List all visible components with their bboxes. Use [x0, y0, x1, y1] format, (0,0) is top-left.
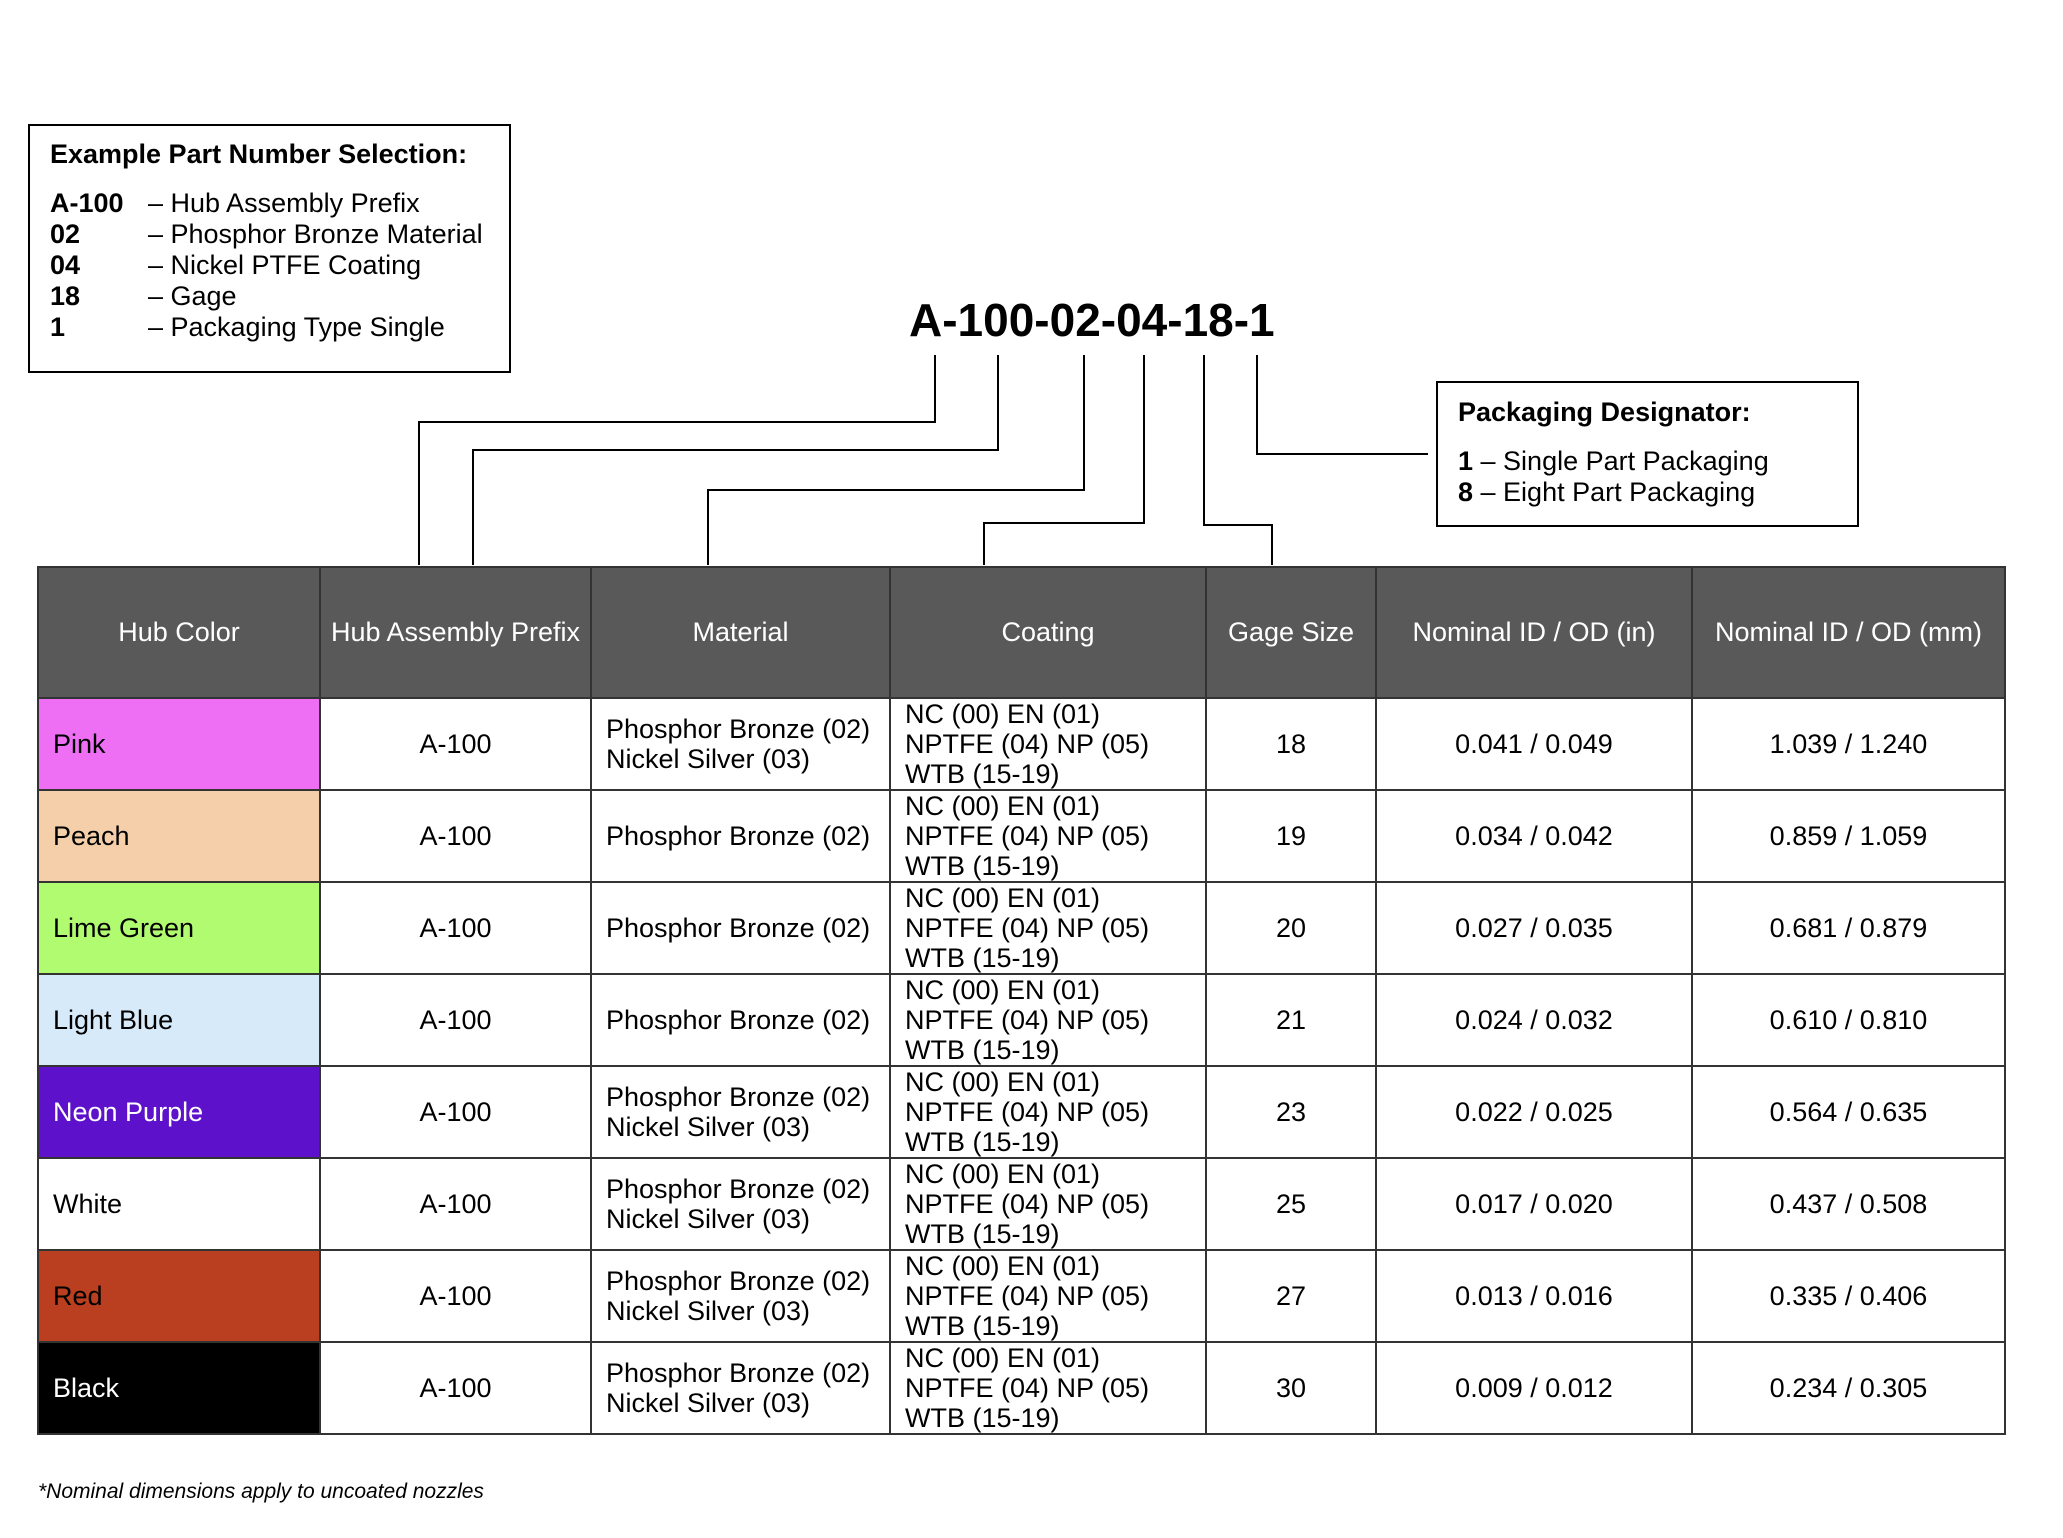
coating-line: NC (00) EN (01) [905, 791, 1101, 821]
table-row [38, 974, 2005, 1066]
header-material: Material [591, 567, 890, 698]
example-item-code: 1 [50, 312, 66, 342]
material-line: Phosphor Bronze (02) [606, 913, 871, 943]
material-line: Nickel Silver (03) [606, 744, 811, 774]
coating-line: NPTFE (04) NP (05) [905, 1097, 1150, 1127]
table-row [38, 1250, 2005, 1342]
nominal-in-cell: 0.013 / 0.016 [1376, 1250, 1692, 1342]
example-list [50, 188, 509, 343]
connector-prefix-b [473, 355, 998, 565]
gage-size-cell: 18 [1206, 698, 1376, 790]
hub-color-cell: Pink [38, 698, 320, 790]
packaging-list [1458, 446, 1857, 508]
hub-color-cell: Red [38, 1250, 320, 1342]
table-row [38, 1158, 2005, 1250]
packaging-item [1458, 446, 1857, 477]
header-nominal-mm: Nominal ID / OD (mm) [1692, 567, 2005, 698]
gage-size-cell: 19 [1206, 790, 1376, 882]
header-nominal-in: Nominal ID / OD (in) [1376, 567, 1692, 698]
coating-line: WTB (15-19) [905, 1127, 1060, 1157]
coating-line: WTB (15-19) [905, 851, 1060, 881]
connector-prefix-a [419, 355, 935, 565]
hub-prefix-cell: A-100 [320, 1066, 591, 1158]
part-number: A-100-02-04-18-1 [909, 294, 1275, 346]
coating-line: NC (00) EN (01) [905, 1159, 1101, 1189]
coating-line: NC (00) EN (01) [905, 975, 1101, 1005]
material-line: Phosphor Bronze (02) [606, 821, 871, 851]
example-item-desc: – Phosphor Bronze Material [148, 219, 483, 249]
connector-packaging [1257, 355, 1428, 454]
nominal-in-cell: 0.041 / 0.049 [1376, 698, 1692, 790]
example-item-desc: – Packaging Type Single [148, 312, 445, 342]
nominal-in-cell: 0.022 / 0.025 [1376, 1066, 1692, 1158]
material-line: Phosphor Bronze (02) [606, 1358, 871, 1388]
header-coating: Coating [890, 567, 1206, 698]
gage-size-cell: 21 [1206, 974, 1376, 1066]
hub-color-cell: Lime Green [38, 882, 320, 974]
nominal-mm-cell: 0.859 / 1.059 [1692, 790, 2005, 882]
hub-prefix-cell: A-100 [320, 974, 591, 1066]
material-line: Phosphor Bronze (02) [606, 1005, 871, 1035]
material-line: Nickel Silver (03) [606, 1296, 811, 1326]
example-item-code: A-100 [50, 188, 124, 218]
example-item [50, 188, 509, 219]
gage-size-cell: 25 [1206, 1158, 1376, 1250]
nominal-in-cell: 0.017 / 0.020 [1376, 1158, 1692, 1250]
coating-line: NC (00) EN (01) [905, 883, 1101, 913]
material-cell [591, 1066, 890, 1158]
gage-size-cell: 27 [1206, 1250, 1376, 1342]
material-cell [591, 790, 890, 882]
coating-line: NPTFE (04) NP (05) [905, 1005, 1150, 1035]
coating-line: WTB (15-19) [905, 1035, 1060, 1065]
packaging-designator-box [1436, 381, 1859, 527]
nominal-in-cell: 0.024 / 0.032 [1376, 974, 1692, 1066]
coating-line: NPTFE (04) NP (05) [905, 913, 1150, 943]
coating-line: NPTFE (04) NP (05) [905, 729, 1150, 759]
nominal-mm-cell: 0.564 / 0.635 [1692, 1066, 2005, 1158]
example-item-desc: – Nickel PTFE Coating [148, 250, 422, 280]
table-row [38, 1066, 2005, 1158]
coating-cell [890, 1250, 1206, 1342]
nominal-mm-cell: 0.234 / 0.305 [1692, 1342, 2005, 1434]
packaging-item-code: 1 [1458, 446, 1474, 476]
material-line: Phosphor Bronze (02) [606, 1082, 871, 1112]
material-cell [591, 974, 890, 1066]
coating-cell [890, 1066, 1206, 1158]
coating-line: NPTFE (04) NP (05) [905, 1189, 1150, 1219]
gage-size-cell: 20 [1206, 882, 1376, 974]
packaging-item-desc: – Eight Part Packaging [1473, 477, 1756, 507]
connector-material [708, 355, 1084, 565]
coating-cell [890, 1342, 1206, 1434]
coating-cell [890, 790, 1206, 882]
coating-line: NC (00) EN (01) [905, 1067, 1101, 1097]
coating-line: WTB (15-19) [905, 1219, 1060, 1249]
coating-cell [890, 1158, 1206, 1250]
coating-line: NPTFE (04) NP (05) [905, 1281, 1150, 1311]
coating-cell [890, 698, 1206, 790]
example-item [50, 219, 509, 250]
packaging-item-code: 8 [1458, 477, 1474, 507]
header-gage-size: Gage Size [1206, 567, 1376, 698]
hub-prefix-cell: A-100 [320, 698, 591, 790]
hub-prefix-cell: A-100 [320, 1158, 591, 1250]
material-line: Nickel Silver (03) [606, 1112, 811, 1142]
coating-line: WTB (15-19) [905, 1311, 1060, 1341]
hub-color-cell: Neon Purple [38, 1066, 320, 1158]
nominal-mm-cell: 0.335 / 0.406 [1692, 1250, 2005, 1342]
hub-prefix-cell: A-100 [320, 1250, 591, 1342]
packaging-item [1458, 477, 1857, 508]
example-item-desc: – Gage [148, 281, 237, 311]
nominal-in-cell: 0.009 / 0.012 [1376, 1342, 1692, 1434]
material-cell [591, 1342, 890, 1434]
coating-line: WTB (15-19) [905, 943, 1060, 973]
example-item-code: 02 [50, 219, 81, 249]
material-line: Phosphor Bronze (02) [606, 714, 871, 744]
table-header-row [38, 567, 2005, 698]
material-cell [591, 698, 890, 790]
hub-prefix-cell: A-100 [320, 882, 591, 974]
material-line: Phosphor Bronze (02) [606, 1266, 871, 1296]
coating-cell [890, 882, 1206, 974]
nominal-mm-cell: 0.681 / 0.879 [1692, 882, 2005, 974]
table-row [38, 882, 2005, 974]
coating-cell [890, 974, 1206, 1066]
hub-color-cell: Peach [38, 790, 320, 882]
gage-size-cell: 23 [1206, 1066, 1376, 1158]
example-item [50, 250, 509, 281]
table-row [38, 698, 2005, 790]
material-cell [591, 1250, 890, 1342]
table-row [38, 790, 2005, 882]
coating-line: NC (00) EN (01) [905, 699, 1101, 729]
header-hub-color: Hub Color [38, 567, 320, 698]
hub-prefix-cell: A-100 [320, 790, 591, 882]
table-body [38, 698, 2005, 1434]
coating-line: NPTFE (04) NP (05) [905, 1373, 1150, 1403]
example-item [50, 281, 509, 312]
example-item-desc: – Hub Assembly Prefix [148, 188, 420, 218]
connector-gage [1204, 355, 1272, 565]
coating-line: WTB (15-19) [905, 759, 1060, 789]
material-cell [591, 1158, 890, 1250]
coating-line: NPTFE (04) NP (05) [905, 821, 1150, 851]
material-line: Nickel Silver (03) [606, 1204, 811, 1234]
coating-line: NC (00) EN (01) [905, 1251, 1101, 1281]
hub-color-cell: Black [38, 1342, 320, 1434]
coating-line: WTB (15-19) [905, 1403, 1060, 1433]
example-item-code: 18 [50, 281, 81, 311]
example-part-number-box [28, 124, 511, 373]
nominal-mm-cell: 1.039 / 1.240 [1692, 698, 2005, 790]
hub-spec-table [37, 566, 2006, 1435]
nominal-mm-cell: 0.610 / 0.810 [1692, 974, 2005, 1066]
material-line: Nickel Silver (03) [606, 1388, 811, 1418]
coating-line: NC (00) EN (01) [905, 1343, 1101, 1373]
example-box-title: Example Part Number Selection: [50, 139, 468, 169]
example-item-code: 04 [50, 250, 81, 280]
hub-prefix-cell: A-100 [320, 1342, 591, 1434]
nominal-in-cell: 0.034 / 0.042 [1376, 790, 1692, 882]
nominal-in-cell: 0.027 / 0.035 [1376, 882, 1692, 974]
example-item [50, 312, 509, 343]
nominal-mm-cell: 0.437 / 0.508 [1692, 1158, 2005, 1250]
gage-size-cell: 30 [1206, 1342, 1376, 1434]
header-hub-assembly-prefix: Hub Assembly Prefix [320, 567, 591, 698]
packaging-item-desc: – Single Part Packaging [1473, 446, 1769, 476]
footnote: *Nominal dimensions apply to uncoated nozzles [38, 1480, 484, 1503]
material-line: Phosphor Bronze (02) [606, 1174, 871, 1204]
connector-coating [984, 355, 1144, 565]
table-row [38, 1342, 2005, 1434]
material-cell [591, 882, 890, 974]
packaging-box-title: Packaging Designator: [1458, 397, 1751, 427]
hub-color-cell: Light Blue [38, 974, 320, 1066]
hub-color-cell: White [38, 1158, 320, 1250]
